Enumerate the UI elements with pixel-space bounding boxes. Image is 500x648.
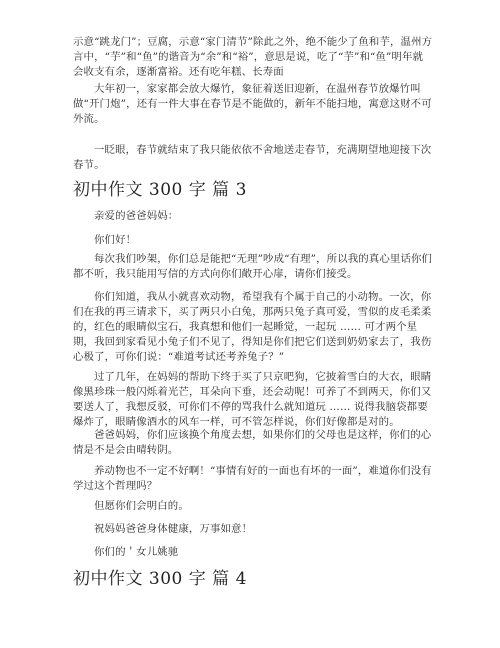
letter-paragraph-7: 祝妈妈爸爸身体健康，万事如意！ bbox=[94, 523, 253, 535]
letter-paragraph-3: 过了几年，在妈妈的帮助下终于买了只京吧狗，它披着雪白的大衣，眼睛像黑珍珠一般闪烁着光芒，耳朵向下垂，还会动呢！可养了不到两天，你们又要送人了，我想反驳，可你们不停的骂我什么就知道玩 …… 说得我脑袋都要爆炸了，眼睛像酒水的风车一样，可不管怎样说，你们好像都是对的。 bbox=[73, 371, 432, 428]
section-3-title: 初中作文 300 字 篇 3 bbox=[73, 180, 247, 200]
letter-paragraph-4: 爸爸妈妈，你们应该换个角度去想，如果你们的父母也是这样，你们的心情是不是会由晴转阴。 bbox=[73, 429, 432, 456]
letter-paragraph-5: 养动物也不一定不好啊！“事情有好的一面也有坏的一面”，难道你们没有学过这个哲理吗？ bbox=[73, 465, 432, 492]
intro-paragraph-1: 示意“跳龙门”；豆腐，示意“家门清节”除此之外，绝不能少了鱼和芋，温州方言中，“芋”和“鱼”的谐音为“余”和“裕”，意思是说，吃了“芋”和“鱼”明年就会收支有余，逐渐富裕。还有吃年糕、长寿面 bbox=[73, 36, 433, 78]
intro-paragraph-3: 一眨眼，春节就结束了我只能依依不舍地送走春节，充满期望地迎接下次春节。 bbox=[73, 144, 432, 171]
letter-salutation: 亲爱的爸爸妈妈： bbox=[94, 210, 179, 222]
letter-signature: 你们的＇女儿姚驰 bbox=[94, 546, 179, 558]
intro-paragraph-2: 大年初一，家家都会放大爆竹，象征着送旧迎新，在温州春节放爆竹叫做“开门炮”，还有一件大事在春节是不能做的，新年不能扫地，寓意这财不可外流。 bbox=[73, 83, 432, 125]
letter-paragraph-2: 你们知道，我从小就喜欢动物，希望我有个属于自己的小动物。一次，你们在我的再三请求下，买了两只小白兔，那两只兔子真可爱，雪似的皮毛柔柔的，红色的眼睛似宝石，我真想和他们一起睡觉，一起玩 …… 可才两个星期，我回到家看见小兔子们不见了，得知是你们把它们送到奶奶家去了，我伤心极了，可你们说：“难道考试还考养兔子？” bbox=[73, 291, 432, 363]
section-4-title: 初中作文 300 字 篇 4 bbox=[73, 569, 247, 589]
letter-paragraph-1: 每次我们吵架，你们总是能把“无理”吵成“有理”，所以我的真心里话你们都不听，我只能用写信的方式向你们敞开心扉，请你们接受。 bbox=[73, 253, 433, 280]
letter-paragraph-6: 但愿你们会明白的。 bbox=[94, 500, 189, 512]
letter-greeting: 你们好！ bbox=[94, 234, 137, 246]
